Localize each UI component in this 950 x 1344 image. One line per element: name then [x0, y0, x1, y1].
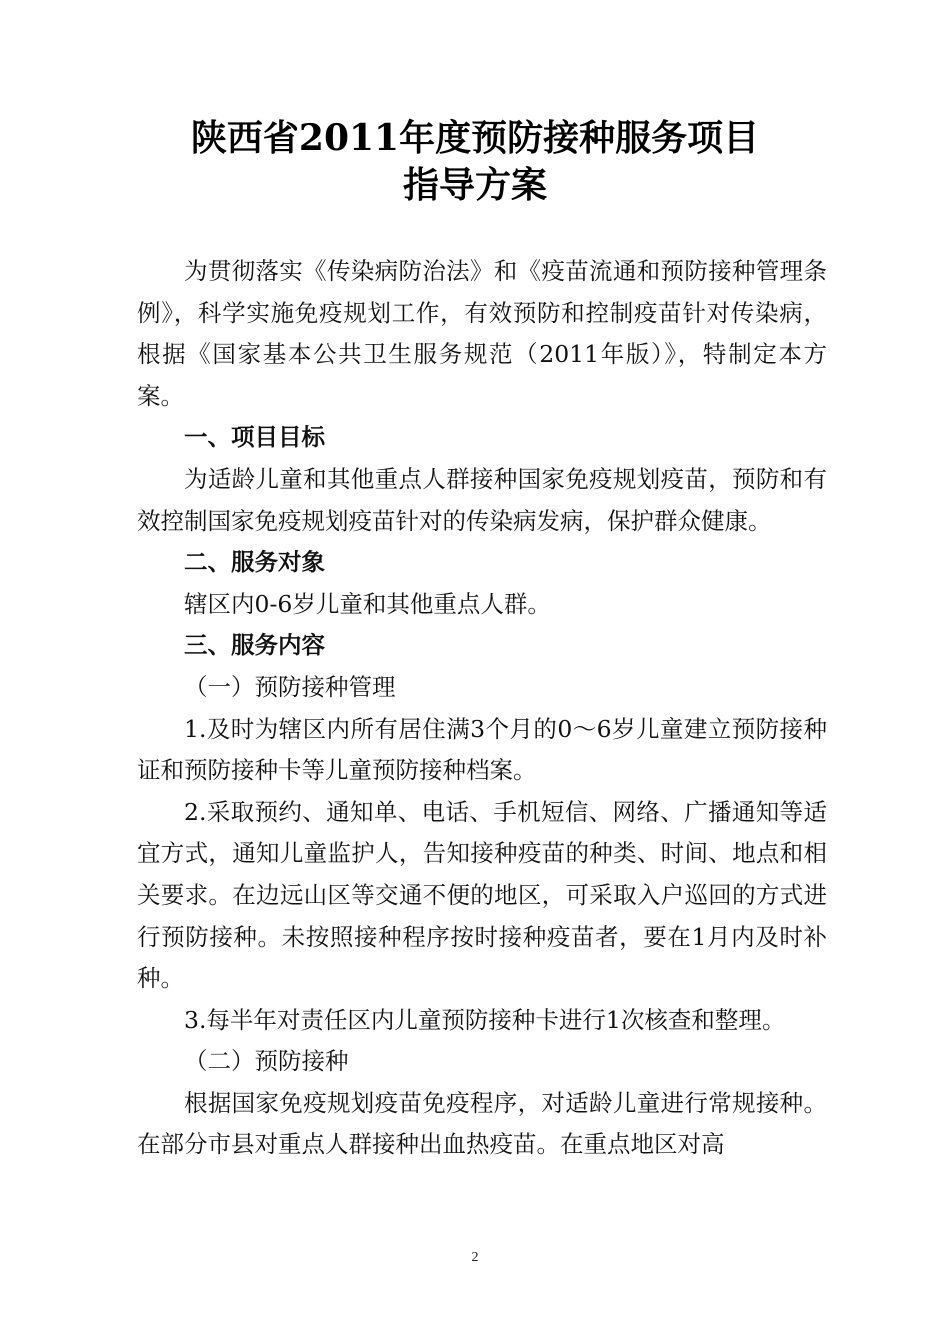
section-heading-targets: 二、服务对象 — [184, 548, 325, 577]
subsection-heading-management: （一）预防接种管理 — [184, 672, 396, 701]
subsection-text-vaccination: 根据国家免疫规划疫苗免疫程序，对适龄儿童进行常规接种。在部分市县对重点人群接种出血热疫苗。在重点地区对高 — [137, 1088, 827, 1159]
document-title-line1: 陕西省2011年度预防接种服务项目 — [190, 117, 760, 159]
intro-paragraph: 为贯彻落实《传染病防治法》和《疫苗流通和预防接种管理条例》，科学实施免疫规划工作，有效预防和控制疫苗针对传染病，根据《国家基本公共卫生服务规范（2011年版）》，特制定本方案。 — [137, 257, 827, 410]
list-item-2: 2.采取预约、通知单、电话、手机短信、网络、广播通知等适宜方式，通知儿童监护人，告知接种疫苗的种类、时间、地点和相关要求。在边远山区等交通不便的地区，可采取入户巡回的方式进行预防接种。未按照接种程序按时接种疫苗者，要在1月内及时补种。 — [137, 797, 827, 993]
section-heading-content: 三、服务内容 — [184, 631, 325, 660]
page-number: 2 — [471, 1250, 479, 1265]
document-title-line2: 指导方案 — [402, 164, 547, 206]
section-text-goals: 为适龄儿童和其他重点人群接种国家免疫规划疫苗，预防和有效控制国家免疫规划疫苗针对的传染病发病，保护群众健康。 — [137, 464, 827, 535]
document-body — [137, 251, 827, 1166]
section-text-targets: 辖区内0-6岁儿童和其他重点人群。 — [184, 589, 551, 618]
section-heading-goals: 一、项目目标 — [184, 423, 325, 452]
list-item-1: 1.及时为辖区内所有居住满3个月的0～6岁儿童建立预防接种证和预防接种卡等儿童预防接种档案。 — [137, 714, 827, 785]
list-item-3: 3.每半年对责任区内儿童预防接种卡进行1次核查和整理。 — [184, 1005, 786, 1034]
subsection-heading-vaccination: （二）预防接种 — [184, 1047, 349, 1076]
